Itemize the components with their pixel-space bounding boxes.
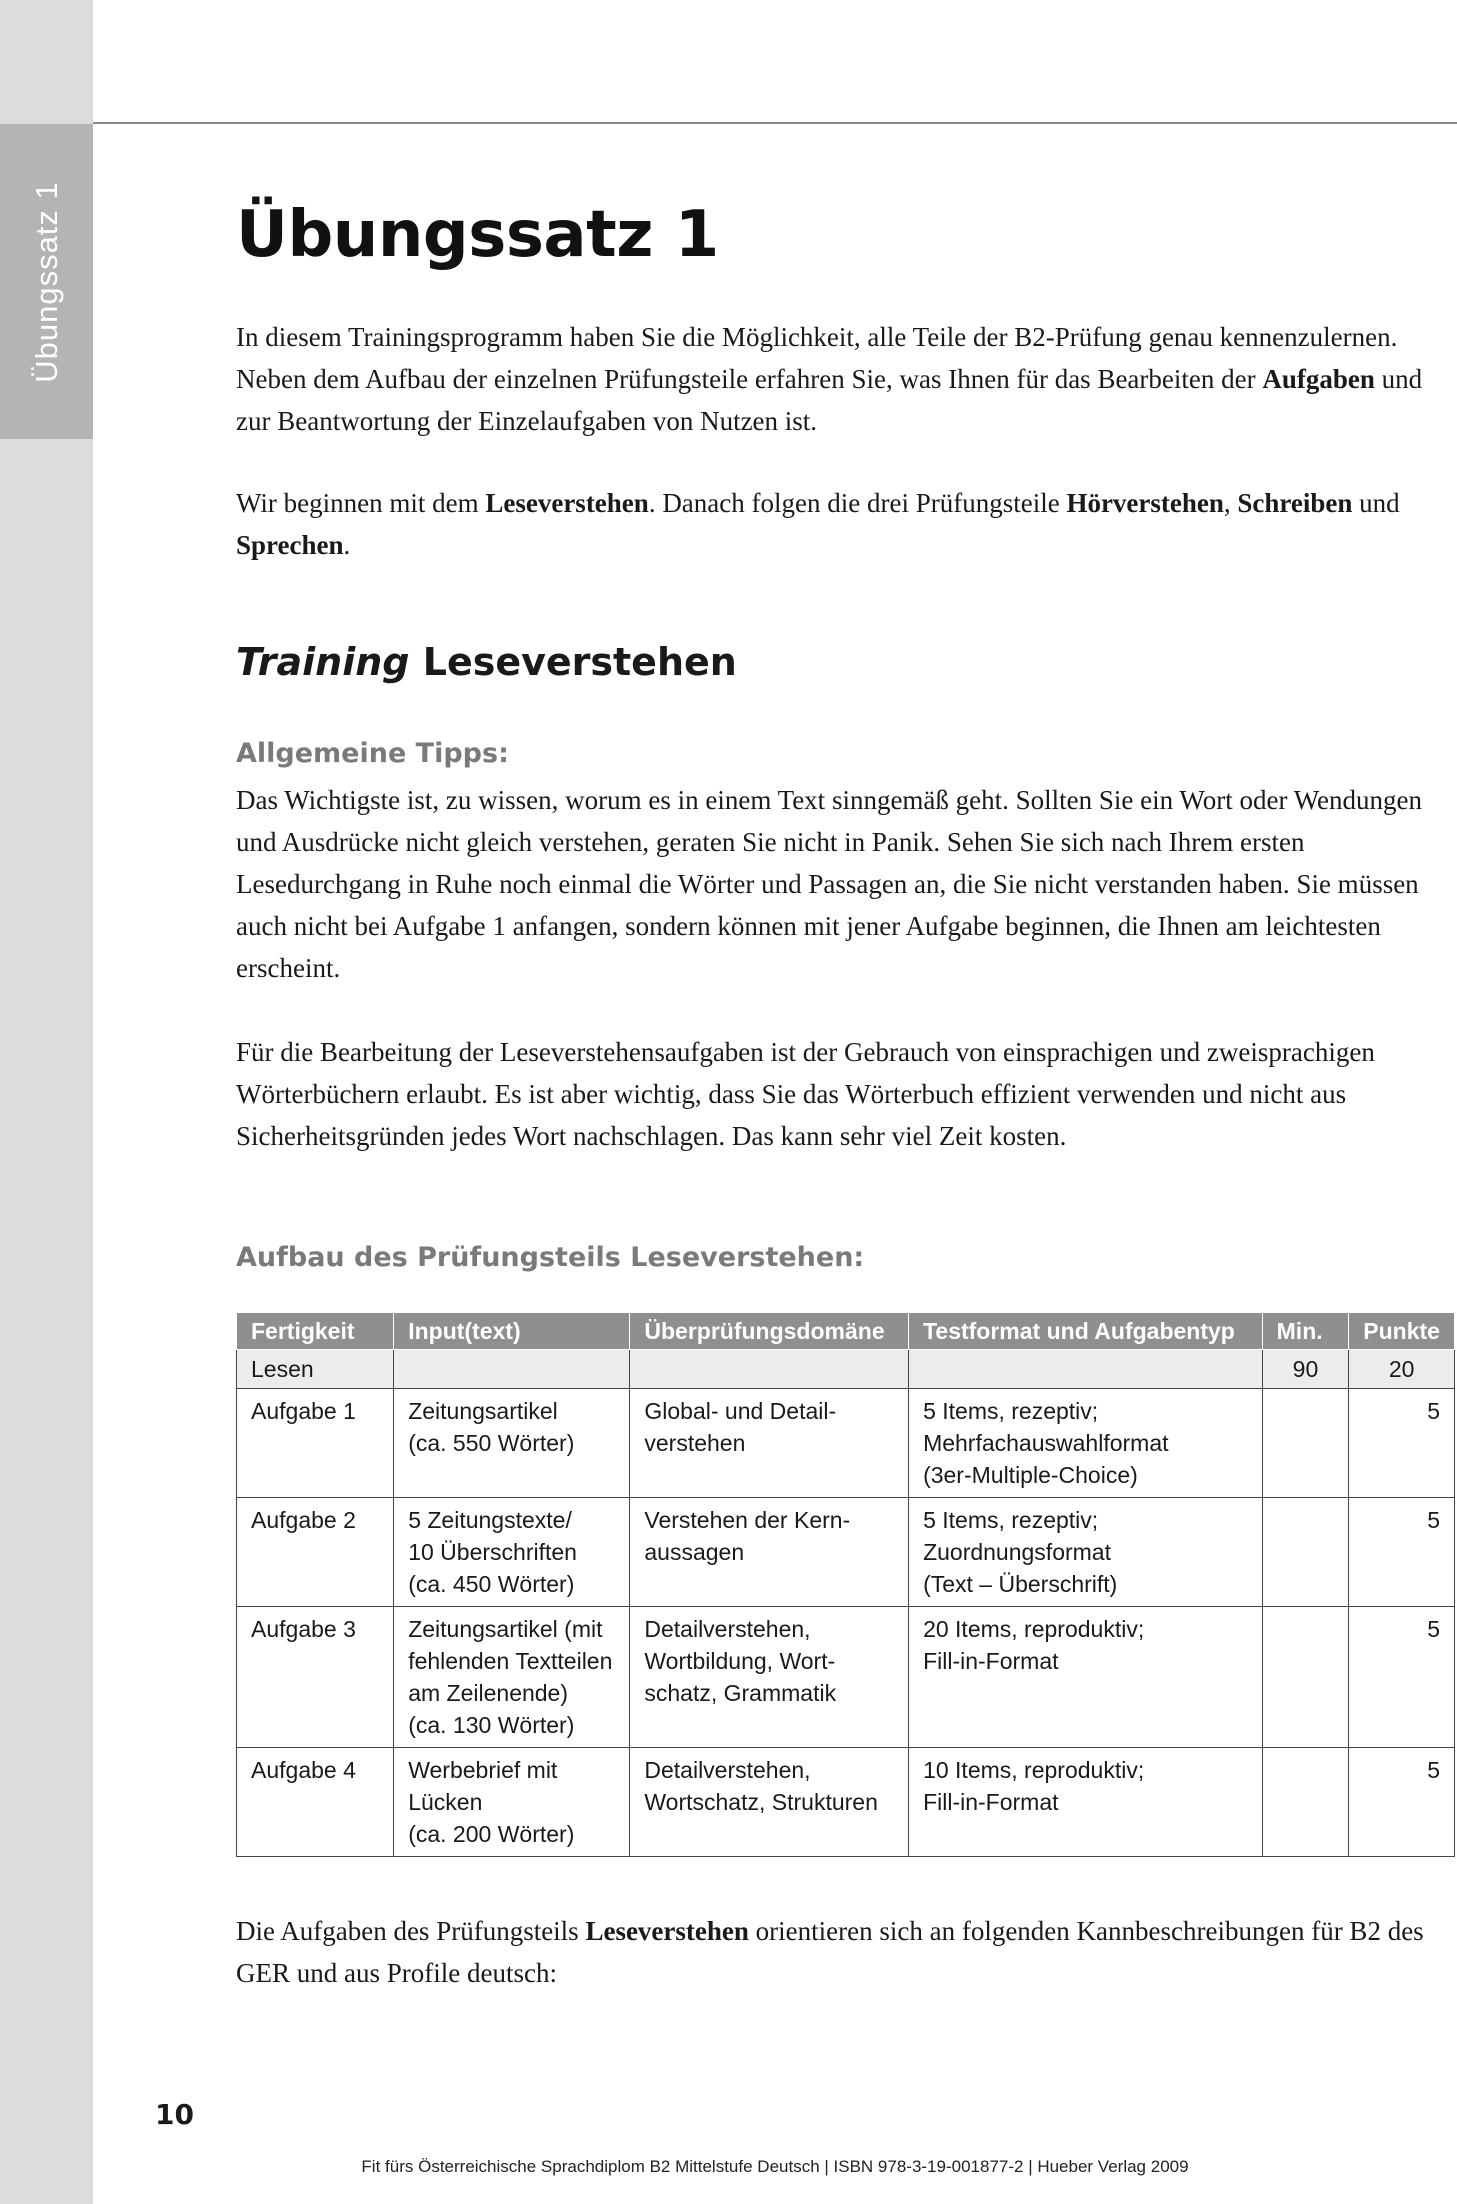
input-cell [394,1748,630,1857]
input-line: 10 Überschriften [408,1539,577,1565]
format-cell [909,1607,1263,1748]
points-cell: 5 [1349,1607,1455,1748]
domain-line: Detailverstehen, [644,1757,811,1783]
chapter-tab-label: Übungssatz 1 [28,180,64,383]
format-line: Fill-in-Format [923,1789,1059,1815]
input-line: fehlenden Textteilen [408,1648,613,1674]
domain-line: Verstehen der Kern- [644,1507,851,1533]
input-line: Lücken [408,1789,483,1815]
input-line: (ca. 550 Wörter) [408,1430,575,1456]
domain-line: Wortbildung, Wort- [644,1648,836,1674]
summary-points: 20 [1349,1350,1455,1389]
domain-cell [630,1498,909,1607]
table-row [237,1498,1455,1607]
intro-p1-end: und zur Beantwortung der Einzelaufgaben von Nutzen ist. [236,364,1423,436]
intro-p2-bold-1: Leseverstehen [485,488,649,518]
task-cell: Aufgabe 1 [237,1389,394,1498]
format-cell [909,1498,1263,1607]
points-cell: 5 [1349,1748,1455,1857]
domain-cell [630,1389,909,1498]
format-line: 5 Items, rezeptiv; [923,1398,1099,1424]
task-cell: Aufgabe 3 [237,1607,394,1748]
format-cell [909,1389,1263,1498]
format-line: 10 Items, reproduktiv; [923,1757,1145,1783]
intro-paragraph-2 [236,482,1436,566]
header-rule [93,122,1457,124]
header-cell: Überprüfungsdomäne [630,1313,909,1350]
input-line: (ca. 450 Wörter) [408,1571,575,1597]
section-heading-rest: Leseverstehen [409,640,737,684]
intro-p1-bold: Aufgaben [1262,364,1375,394]
format-line: 20 Items, reproduktiv; [923,1616,1145,1642]
input-line: Werbebrief mit [408,1757,558,1783]
intro-p2-e: und [1352,488,1400,518]
header-cell: Testformat und Aufgabentyp [909,1313,1263,1350]
domain-line: Global- und Detail- [644,1398,837,1424]
footer-credits: Fit fürs Österreichische Sprachdiplom B2 Mittelstufe Deutsch | ISBN 978-3-19-001877-2 | Hueber Verlag 2009 [361,2157,1189,2176]
format-line: (Text – Überschrift) [923,1571,1118,1597]
closing-paragraph [236,1910,1436,1994]
input-line: Zeitungsartikel [408,1398,558,1424]
input-cell [394,1607,630,1748]
intro-p2-bold-3: Schreiben [1237,488,1353,518]
header-cell: Fertigkeit [237,1313,394,1350]
format-line: Mehrfachauswahlformat [923,1430,1169,1456]
page-title: Übungssatz 1 [236,198,719,272]
intro-p1-text: In diesem Trainingsprogramm haben Sie die Möglichkeit, alle Teile der B2-Prüfung genau kennenzulernen. Neben dem Aufbau der einzelnen Prüfungsteile erfahren Sie, was Ihnen für das Bearbeiten der [236,322,1398,394]
table-header-row [237,1313,1455,1350]
intro-p2-d: , [1223,488,1238,518]
intro-p2-bold-2: Hörverstehen [1066,488,1224,518]
min-cell [1262,1389,1349,1498]
tips-paragraph-2: Für die Bearbeitung der Leseverstehensaufgaben ist der Gebrauch von einsprachigen und zweisprachigen Wörterbüchern erlaubt. Es ist aber wichtig, dass Sie das Wörterbuch effizient verwenden und nicht aus Sicherheitsgründen jedes Wort nachschlagen. Das kann sehr viel Zeit kosten. [236,1037,1375,1151]
input-cell [394,1498,630,1607]
format-line: 5 Items, rezeptiv; [923,1507,1099,1533]
chapter-tab-label-box [0,124,93,439]
input-cell [394,1389,630,1498]
summary-empty [394,1350,630,1389]
format-line: (3er-Multiple-Choice) [923,1462,1138,1488]
min-cell [1262,1607,1349,1748]
min-cell [1262,1748,1349,1857]
tips-paragraph-1: Das Wichtigste ist, zu wissen, worum es in einem Text sinngemäß geht. Sollten Sie ein Wort oder Wendungen und Ausdrücke nicht gleich verstehen, geraten Sie nicht in Panik. Sehen Sie sich nach Ihrem ersten Lesedurchgang in Ruhe noch einmal die Wörter und Passagen an, die Sie nicht verstanden haben. Sie müssen auch nicht bei Aufgabe 1 anfangen, sondern können mit jener Aufgabe beginnen, die Ihnen am leichtesten erscheint. [236,785,1422,983]
format-line: Zuordnungsformat [923,1539,1111,1565]
structure-label: Aufbau des Prüfungsteils Leseverstehen: [236,1242,865,1273]
intro-p2-f: . [343,530,351,560]
summary-min: 90 [1262,1350,1349,1389]
points-cell: 5 [1349,1389,1455,1498]
section-heading-italic: Training [236,640,410,684]
format-cell [909,1748,1263,1857]
domain-line: Detailverstehen, [644,1616,811,1642]
min-cell [1262,1498,1349,1607]
format-line: Fill-in-Format [923,1648,1059,1674]
section-heading [236,640,737,684]
input-line: 5 Zeitungstexte/ [408,1507,572,1533]
intro-p2-a: Wir beginnen mit dem [236,488,486,518]
domain-line: verstehen [644,1430,746,1456]
header-cell: Min. [1262,1313,1349,1350]
input-line: am Zeilenende) [408,1680,569,1706]
input-line: Zeitungsartikel (mit [408,1616,603,1642]
table-row [237,1389,1455,1498]
intro-paragraph-1 [236,316,1436,442]
table-row [237,1748,1455,1857]
domain-cell [630,1607,909,1748]
tips-label: Allgemeine Tipps: [236,738,509,769]
input-line: (ca. 200 Wörter) [408,1821,575,1847]
summary-skill: Lesen [237,1350,394,1389]
closing-bold: Leseverstehen [585,1916,749,1946]
header-cell: Input(text) [394,1313,630,1350]
domain-line: schatz, Grammatik [644,1680,837,1706]
input-line: (ca. 130 Wörter) [408,1712,575,1738]
exam-structure-table [236,1312,1455,1857]
task-cell: Aufgabe 2 [237,1498,394,1607]
header-cell: Punkte [1349,1313,1455,1350]
points-cell: 5 [1349,1498,1455,1607]
table-summary-row [237,1350,1455,1389]
domain-line: aussagen [644,1539,745,1565]
intro-p2-c: . Danach folgen die drei Prüfungsteile [648,488,1067,518]
task-cell: Aufgabe 4 [237,1748,394,1857]
closing-a: Die Aufgaben des Prüfungsteils [236,1916,586,1946]
table-row [237,1607,1455,1748]
domain-line: Wortschatz, Strukturen [644,1789,878,1815]
closing-b: orientieren sich an folgenden Kannbeschreibungen für B2 des GER und aus Profile deutsch: [236,1916,1424,1988]
domain-cell [630,1748,909,1857]
summary-empty [630,1350,909,1389]
page-number: 10 [155,2098,194,2131]
summary-empty [909,1350,1263,1389]
intro-p2-bold-4: Sprechen [236,530,344,560]
